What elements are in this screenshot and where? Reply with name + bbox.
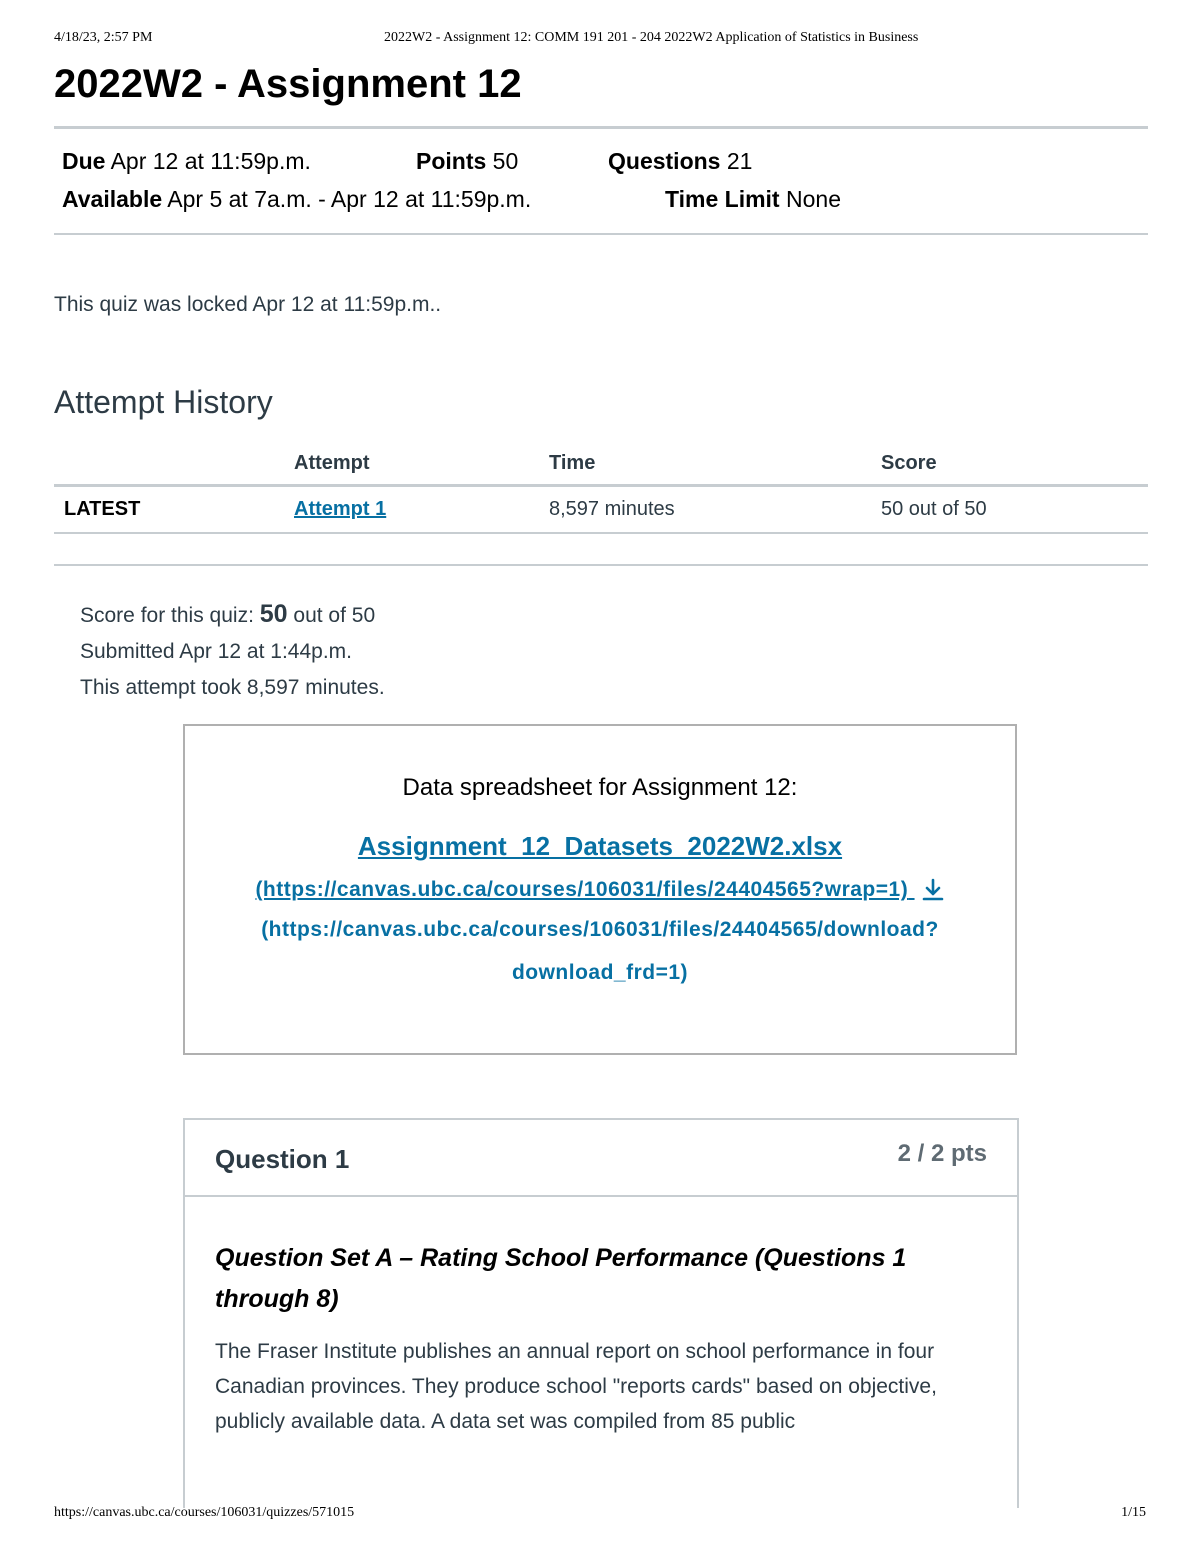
print-footer <box>54 1505 1146 1525</box>
question-points: 2 / 2 pts <box>897 1140 987 1167</box>
question-title: Question 1 <box>215 1144 350 1174</box>
print-datetime: 4/18/23, 2:57 PM <box>54 30 153 45</box>
latest-tag: LATEST <box>54 486 294 534</box>
points-value: 50 <box>492 148 519 174</box>
column-header-attempt: Attempt <box>294 442 549 486</box>
column-header-score: Score <box>881 442 1148 486</box>
duration-line: This attempt took 8,597 minutes. <box>80 676 385 699</box>
print-header <box>54 30 1146 50</box>
question-1-card <box>183 1118 1019 1508</box>
file-download-url-line2[interactable]: download_frd=1) <box>511 961 689 984</box>
points-info <box>416 148 518 175</box>
table-row <box>54 486 1148 534</box>
question-set-title: Question Set A – Rating School Performance (Questions 1 through 8) <box>215 1244 907 1313</box>
print-doc-title: 2022W2 - Assignment 12: COMM 191 201 - 204 2022W2 Application of Statistics in Business <box>384 30 919 45</box>
score-prefix: Score for this quiz: <box>80 604 254 627</box>
submitted-line: Submitted Apr 12 at 1:44p.m. <box>80 640 352 663</box>
due-label: Due <box>62 148 106 174</box>
available-label: Available <box>62 186 163 212</box>
question-text: The Fraser Institute publishes an annual report on school performance in four Canadian provinces. They produce school "reports cards" based on objective, publicly available data. A data set was compiled from 85 public <box>215 1340 937 1433</box>
meta-divider <box>54 233 1148 235</box>
data-box-heading: Data spreadsheet for Assignment 12: <box>402 774 798 801</box>
print-page-number: 1/15 <box>1121 1505 1146 1520</box>
attempt-score: 50 out of 50 <box>881 486 1148 534</box>
column-header-time: Time <box>549 442 881 486</box>
attempt-history-table <box>54 442 1148 534</box>
available-value: Apr 5 at 7a.m. - Apr 12 at 11:59p.m. <box>167 186 532 212</box>
questions-label: Questions <box>608 148 721 174</box>
file-wrap-url-text[interactable]: (https://canvas.ubc.ca/courses/106031/files/24404565?wrap=1) <box>255 878 909 901</box>
attempt-history-heading: Attempt History <box>54 384 273 420</box>
attempt-time: 8,597 minutes <box>549 486 881 534</box>
score-suffix: out of 50 <box>293 604 376 627</box>
locked-message: This quiz was locked Apr 12 at 11:59p.m.. <box>54 293 442 316</box>
available-info <box>62 186 531 213</box>
file-download-url-line1[interactable]: (https://canvas.ubc.ca/courses/106031/files/24404565/download? <box>261 918 939 941</box>
page-title: 2022W2 - Assignment 12 <box>54 62 522 106</box>
table-header-row <box>54 442 1148 486</box>
score-summary <box>80 596 385 706</box>
data-spreadsheet-box <box>183 724 1017 1055</box>
title-divider <box>54 126 1148 129</box>
attempt-1-link[interactable]: Attempt 1 <box>294 498 387 520</box>
datasets-file-link[interactable]: Assignment_12_Datasets_2022W2.xlsx <box>357 831 843 861</box>
due-value: Apr 12 at 11:59p.m. <box>110 148 311 174</box>
time-limit-label: Time Limit <box>665 186 780 212</box>
due-info <box>62 148 311 175</box>
score-value: 50 <box>259 600 288 628</box>
questions-value: 21 <box>726 148 753 174</box>
download-icon[interactable] <box>921 878 945 902</box>
points-label: Points <box>416 148 487 174</box>
print-url: https://canvas.ubc.ca/courses/106031/quizzes/571015 <box>54 1505 355 1520</box>
score-line <box>80 596 385 634</box>
file-wrap-url[interactable] <box>185 878 1015 902</box>
column-header-tag <box>54 442 294 486</box>
history-divider <box>54 564 1148 566</box>
questions-info <box>608 148 752 175</box>
question-body <box>215 1238 985 1439</box>
question-header <box>185 1120 1017 1197</box>
time-limit-value: None <box>786 186 841 212</box>
time-limit-info <box>665 186 841 213</box>
